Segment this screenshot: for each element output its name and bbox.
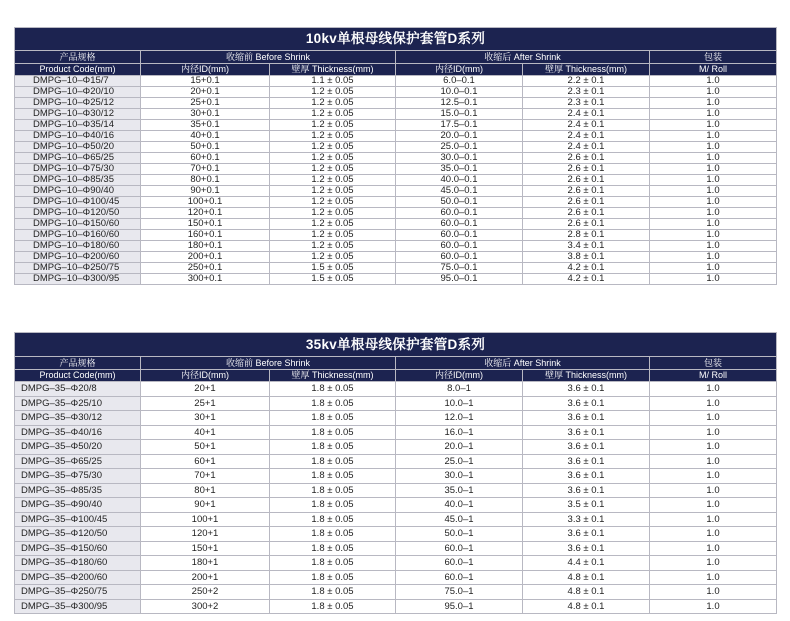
product-code-cell: DMPG–35–Φ120/50 — [15, 527, 141, 542]
after-id-cell: 10.0–1 — [396, 396, 523, 411]
before-thickness-cell: 1.5 ± 0.05 — [270, 263, 396, 274]
product-code-cell: DMPG–10–Φ35/14 — [15, 120, 141, 131]
after-thickness-cell: 3.6 ± 0.1 — [523, 425, 650, 440]
product-code-cell: DMPG–10–Φ250/75 — [15, 263, 141, 274]
after-thickness-cell: 2.8 ± 0.1 — [523, 230, 650, 241]
table-row — [15, 175, 777, 186]
packing-cell: 1.0 — [650, 197, 777, 208]
before-thickness-cell: 1.8 ± 0.05 — [270, 556, 396, 571]
packing-cell: 1.0 — [650, 541, 777, 556]
table-row — [15, 440, 777, 455]
table-row — [15, 197, 777, 208]
after-thickness-cell: 3.6 ± 0.1 — [523, 469, 650, 484]
packing-cell: 1.0 — [650, 396, 777, 411]
after-id-cell: 60.0–1 — [396, 556, 523, 571]
after-id-cell: 16.0–1 — [396, 425, 523, 440]
table-row — [15, 87, 777, 98]
product-code-cell: DMPG–10–Φ20/10 — [15, 87, 141, 98]
before-thickness-cell: 1.2 ± 0.05 — [270, 241, 396, 252]
packing-cell: 1.0 — [650, 175, 777, 186]
packing-cell: 1.0 — [650, 164, 777, 175]
after-thickness-cell: 3.6 ± 0.1 — [523, 396, 650, 411]
before-thickness-header: 壁厚 Thickness(mm) — [270, 370, 396, 382]
packing-header-en: M/ Roll — [650, 370, 777, 382]
before-id-cell: 120+0.1 — [141, 208, 270, 219]
before-thickness-cell: 1.8 ± 0.05 — [270, 585, 396, 600]
packing-cell: 1.0 — [650, 483, 777, 498]
product-code-cell: DMPG–35–Φ200/60 — [15, 570, 141, 585]
after-id-cell: 25.0–1 — [396, 454, 523, 469]
after-id-cell: 60.0–0.1 — [396, 219, 523, 230]
after-thickness-cell: 2.4 ± 0.1 — [523, 120, 650, 131]
before-thickness-cell: 1.8 ± 0.05 — [270, 382, 396, 397]
packing-cell: 1.0 — [650, 274, 777, 285]
table-row — [15, 153, 777, 164]
after-thickness-cell: 3.4 ± 0.1 — [523, 241, 650, 252]
before-thickness-cell: 1.8 ± 0.05 — [270, 396, 396, 411]
table-row — [15, 219, 777, 230]
packing-cell: 1.0 — [650, 109, 777, 120]
before-thickness-cell: 1.2 ± 0.05 — [270, 142, 396, 153]
packing-cell: 1.0 — [650, 142, 777, 153]
packing-cell: 1.0 — [650, 440, 777, 455]
before-thickness-cell: 1.2 ± 0.05 — [270, 120, 396, 131]
product-code-cell: DMPG–10–Φ40/16 — [15, 131, 141, 142]
packing-cell: 1.0 — [650, 469, 777, 484]
product-code-cell: DMPG–35–Φ90/40 — [15, 498, 141, 513]
before-id-header: 内径ID(mm) — [141, 370, 270, 382]
before-thickness-cell: 1.2 ± 0.05 — [270, 252, 396, 263]
table-row — [15, 425, 777, 440]
after-id-cell: 40.0–1 — [396, 498, 523, 513]
product-code-cell: DMPG–35–Φ50/20 — [15, 440, 141, 455]
packing-cell: 1.0 — [650, 556, 777, 571]
packing-cell: 1.0 — [650, 98, 777, 109]
table-row — [15, 274, 777, 285]
packing-header-cn: 包装 — [650, 357, 777, 370]
after-id-cell: 45.0–0.1 — [396, 186, 523, 197]
before-id-cell: 25+0.1 — [141, 98, 270, 109]
product-code-cell: DMPG–10–Φ65/25 — [15, 153, 141, 164]
product-code-cell: DMPG–10–Φ180/60 — [15, 241, 141, 252]
table-row — [15, 570, 777, 585]
before-thickness-cell: 1.2 ± 0.05 — [270, 208, 396, 219]
after-thickness-cell: 3.6 ± 0.1 — [523, 411, 650, 426]
after-id-cell: 40.0–0.1 — [396, 175, 523, 186]
packing-cell: 1.0 — [650, 382, 777, 397]
packing-cell: 1.0 — [650, 585, 777, 600]
after-thickness-cell: 4.8 ± 0.1 — [523, 570, 650, 585]
table-row — [15, 76, 777, 87]
packing-cell: 1.0 — [650, 219, 777, 230]
after-thickness-cell: 2.6 ± 0.1 — [523, 164, 650, 175]
packing-cell: 1.0 — [650, 411, 777, 426]
after-thickness-cell: 2.6 ± 0.1 — [523, 208, 650, 219]
after-id-cell: 50.0–0.1 — [396, 197, 523, 208]
before-id-cell: 35+0.1 — [141, 120, 270, 131]
before-thickness-cell: 1.8 ± 0.05 — [270, 454, 396, 469]
product-code-cell: DMPG–10–Φ200/60 — [15, 252, 141, 263]
table-row — [15, 164, 777, 175]
packing-cell: 1.0 — [650, 241, 777, 252]
product-code-cell: DMPG–10–Φ75/30 — [15, 164, 141, 175]
product-code-cell: DMPG–35–Φ40/16 — [15, 425, 141, 440]
before-thickness-cell: 1.8 ± 0.05 — [270, 411, 396, 426]
before-id-cell: 70+0.1 — [141, 164, 270, 175]
before-thickness-cell: 1.2 ± 0.05 — [270, 186, 396, 197]
before-id-cell: 20+1 — [141, 382, 270, 397]
before-id-cell: 180+0.1 — [141, 241, 270, 252]
after-id-cell: 10.0–0.1 — [396, 87, 523, 98]
after-thickness-cell: 3.8 ± 0.1 — [523, 252, 650, 263]
product-code-cell: DMPG–10–Φ100/45 — [15, 197, 141, 208]
after-thickness-cell: 4.2 ± 0.1 — [523, 263, 650, 274]
before-id-cell: 15+0.1 — [141, 76, 270, 87]
before-id-cell: 150+1 — [141, 541, 270, 556]
packing-cell: 1.0 — [650, 263, 777, 274]
before-thickness-cell: 1.2 ± 0.05 — [270, 230, 396, 241]
after-id-cell: 17.5–0.1 — [396, 120, 523, 131]
before-id-cell: 100+0.1 — [141, 197, 270, 208]
packing-header-en: M/ Roll — [650, 64, 777, 76]
after-thickness-cell: 2.3 ± 0.1 — [523, 98, 650, 109]
after-id-cell: 60.0–0.1 — [396, 230, 523, 241]
product-code-cell: DMPG–10–Φ85/35 — [15, 175, 141, 186]
before-thickness-cell: 1.8 ± 0.05 — [270, 483, 396, 498]
before-id-cell: 90+1 — [141, 498, 270, 513]
before-id-header: 内径ID(mm) — [141, 64, 270, 76]
product-code-header-cn: 产品规格 — [15, 51, 141, 64]
before-thickness-cell: 1.8 ± 0.05 — [270, 570, 396, 585]
table-row — [15, 120, 777, 131]
product-code-cell: DMPG–35–Φ25/10 — [15, 396, 141, 411]
before-shrink-header: 收缩前 Before Shrink — [141, 357, 396, 370]
after-id-cell: 35.0–0.1 — [396, 164, 523, 175]
before-id-cell: 30+1 — [141, 411, 270, 426]
table-row — [15, 131, 777, 142]
product-code-cell: DMPG–35–Φ180/60 — [15, 556, 141, 571]
packing-cell: 1.0 — [650, 454, 777, 469]
before-thickness-cell: 1.1 ± 0.05 — [270, 76, 396, 87]
after-id-cell: 60.0–1 — [396, 541, 523, 556]
product-code-cell: DMPG–10–Φ15/7 — [15, 76, 141, 87]
before-id-cell: 300+0.1 — [141, 274, 270, 285]
table-row — [15, 98, 777, 109]
before-id-cell: 80+0.1 — [141, 175, 270, 186]
before-shrink-header: 收缩前 Before Shrink — [141, 51, 396, 64]
after-id-header: 内径ID(mm) — [396, 370, 523, 382]
before-thickness-cell: 1.2 ± 0.05 — [270, 153, 396, 164]
table-row — [15, 585, 777, 600]
table-row — [15, 241, 777, 252]
product-code-cell: DMPG–35–Φ65/25 — [15, 454, 141, 469]
packing-cell: 1.0 — [650, 570, 777, 585]
before-thickness-cell: 1.8 ± 0.05 — [270, 599, 396, 614]
product-code-cell: DMPG–10–Φ150/60 — [15, 219, 141, 230]
after-id-header: 内径ID(mm) — [396, 64, 523, 76]
packing-cell: 1.0 — [650, 512, 777, 527]
before-id-cell: 90+0.1 — [141, 186, 270, 197]
before-thickness-cell: 1.2 ± 0.05 — [270, 87, 396, 98]
before-thickness-cell: 1.8 ± 0.05 — [270, 527, 396, 542]
after-thickness-cell: 3.3 ± 0.1 — [523, 512, 650, 527]
after-thickness-cell: 2.2 ± 0.1 — [523, 76, 650, 87]
table-row — [15, 483, 777, 498]
after-id-cell: 25.0–0.1 — [396, 142, 523, 153]
product-code-header-cn: 产品规格 — [15, 357, 141, 370]
table-row — [15, 556, 777, 571]
after-id-cell: 12.5–0.1 — [396, 98, 523, 109]
before-id-cell: 70+1 — [141, 469, 270, 484]
before-id-cell: 80+1 — [141, 483, 270, 498]
spec-table-35kv — [14, 332, 777, 614]
after-id-cell: 75.0–0.1 — [396, 263, 523, 274]
after-id-cell: 12.0–1 — [396, 411, 523, 426]
after-thickness-cell: 2.4 ± 0.1 — [523, 142, 650, 153]
after-thickness-cell: 2.4 ± 0.1 — [523, 131, 650, 142]
after-id-cell: 60.0–0.1 — [396, 252, 523, 263]
after-thickness-header: 壁厚 Thickness(mm) — [523, 370, 650, 382]
before-thickness-cell: 1.8 ± 0.05 — [270, 469, 396, 484]
after-id-cell: 60.0–0.1 — [396, 208, 523, 219]
after-thickness-cell: 4.2 ± 0.1 — [523, 274, 650, 285]
after-thickness-cell: 4.8 ± 0.1 — [523, 585, 650, 600]
product-code-cell: DMPG–35–Φ250/75 — [15, 585, 141, 600]
table-row — [15, 109, 777, 120]
packing-cell: 1.0 — [650, 230, 777, 241]
product-code-cell: DMPG–10–Φ50/20 — [15, 142, 141, 153]
before-id-cell: 150+0.1 — [141, 219, 270, 230]
before-id-cell: 50+1 — [141, 440, 270, 455]
product-code-cell: DMPG–10–Φ160/60 — [15, 230, 141, 241]
spec-table-10kv — [14, 27, 777, 285]
table-row — [15, 382, 777, 397]
after-thickness-cell: 3.5 ± 0.1 — [523, 498, 650, 513]
product-code-cell: DMPG–35–Φ100/45 — [15, 512, 141, 527]
packing-cell: 1.0 — [650, 425, 777, 440]
after-id-cell: 30.0–1 — [396, 469, 523, 484]
after-id-cell: 6.0–0.1 — [396, 76, 523, 87]
before-thickness-cell: 1.2 ± 0.05 — [270, 109, 396, 120]
after-thickness-cell: 3.6 ± 0.1 — [523, 382, 650, 397]
after-id-cell: 95.0–0.1 — [396, 274, 523, 285]
after-thickness-cell: 3.6 ± 0.1 — [523, 483, 650, 498]
after-shrink-header: 收缩后 After Shrink — [396, 357, 650, 370]
before-id-cell: 120+1 — [141, 527, 270, 542]
before-id-cell: 300+2 — [141, 599, 270, 614]
packing-cell: 1.0 — [650, 599, 777, 614]
table-row — [15, 208, 777, 219]
after-id-cell: 75.0–1 — [396, 585, 523, 600]
after-thickness-cell: 3.6 ± 0.1 — [523, 454, 650, 469]
before-thickness-cell: 1.2 ± 0.05 — [270, 219, 396, 230]
product-code-cell: DMPG–10–Φ300/95 — [15, 274, 141, 285]
after-id-cell: 15.0–0.1 — [396, 109, 523, 120]
after-id-cell: 50.0–1 — [396, 527, 523, 542]
before-id-cell: 40+1 — [141, 425, 270, 440]
product-code-cell: DMPG–35–Φ300/95 — [15, 599, 141, 614]
packing-cell: 1.0 — [650, 87, 777, 98]
after-id-cell: 60.0–1 — [396, 570, 523, 585]
before-id-cell: 180+1 — [141, 556, 270, 571]
table-title: 35kv单根母线保护套管D系列 — [15, 333, 777, 357]
packing-cell: 1.0 — [650, 252, 777, 263]
table-row — [15, 252, 777, 263]
after-thickness-header: 壁厚 Thickness(mm) — [523, 64, 650, 76]
before-id-cell: 40+0.1 — [141, 131, 270, 142]
before-id-cell: 250+2 — [141, 585, 270, 600]
after-id-cell: 30.0–0.1 — [396, 153, 523, 164]
table-row — [15, 527, 777, 542]
product-code-cell: DMPG–35–Φ150/60 — [15, 541, 141, 556]
product-code-cell: DMPG–35–Φ20/8 — [15, 382, 141, 397]
before-id-cell: 250+0.1 — [141, 263, 270, 274]
after-thickness-cell: 2.3 ± 0.1 — [523, 87, 650, 98]
product-code-header-en: Product Code(mm) — [15, 64, 141, 76]
product-code-cell: DMPG–35–Φ85/35 — [15, 483, 141, 498]
before-id-cell: 60+1 — [141, 454, 270, 469]
after-thickness-cell: 2.4 ± 0.1 — [523, 109, 650, 120]
packing-cell: 1.0 — [650, 120, 777, 131]
table-row — [15, 411, 777, 426]
before-id-cell: 20+0.1 — [141, 87, 270, 98]
product-code-cell: DMPG–10–Φ30/12 — [15, 109, 141, 120]
before-thickness-cell: 1.2 ± 0.05 — [270, 98, 396, 109]
before-id-cell: 160+0.1 — [141, 230, 270, 241]
before-thickness-cell: 1.2 ± 0.05 — [270, 131, 396, 142]
packing-header-cn: 包装 — [650, 51, 777, 64]
product-code-cell: DMPG–10–Φ90/40 — [15, 186, 141, 197]
table-row — [15, 512, 777, 527]
after-id-cell: 35.0–1 — [396, 483, 523, 498]
before-thickness-cell: 1.8 ± 0.05 — [270, 498, 396, 513]
table-row — [15, 469, 777, 484]
before-id-cell: 60+0.1 — [141, 153, 270, 164]
after-thickness-cell: 2.6 ± 0.1 — [523, 153, 650, 164]
after-id-cell: 45.0–1 — [396, 512, 523, 527]
before-thickness-cell: 1.8 ± 0.05 — [270, 425, 396, 440]
table-title: 10kv单根母线保护套管D系列 — [15, 28, 777, 51]
after-shrink-header: 收缩后 After Shrink — [396, 51, 650, 64]
product-code-cell: DMPG–35–Φ30/12 — [15, 411, 141, 426]
after-thickness-cell: 4.4 ± 0.1 — [523, 556, 650, 571]
before-thickness-cell: 1.8 ± 0.05 — [270, 541, 396, 556]
table-row — [15, 498, 777, 513]
table-row — [15, 396, 777, 411]
product-code-cell: DMPG–10–Φ25/12 — [15, 98, 141, 109]
before-thickness-cell: 1.2 ± 0.05 — [270, 197, 396, 208]
after-id-cell: 95.0–1 — [396, 599, 523, 614]
before-thickness-cell: 1.2 ± 0.05 — [270, 164, 396, 175]
before-id-cell: 200+1 — [141, 570, 270, 585]
packing-cell: 1.0 — [650, 186, 777, 197]
after-thickness-cell: 3.6 ± 0.1 — [523, 541, 650, 556]
before-id-cell: 50+0.1 — [141, 142, 270, 153]
table-row — [15, 454, 777, 469]
before-id-cell: 200+0.1 — [141, 252, 270, 263]
table-row — [15, 186, 777, 197]
after-thickness-cell: 2.6 ± 0.1 — [523, 197, 650, 208]
packing-cell: 1.0 — [650, 76, 777, 87]
packing-cell: 1.0 — [650, 527, 777, 542]
table-row — [15, 263, 777, 274]
after-thickness-cell: 3.6 ± 0.1 — [523, 440, 650, 455]
table-row — [15, 142, 777, 153]
product-code-cell: DMPG–10–Φ120/50 — [15, 208, 141, 219]
before-thickness-cell: 1.8 ± 0.05 — [270, 440, 396, 455]
before-id-cell: 30+0.1 — [141, 109, 270, 120]
table-row — [15, 230, 777, 241]
after-id-cell: 20.0–0.1 — [396, 131, 523, 142]
table-row — [15, 541, 777, 556]
packing-cell: 1.0 — [650, 131, 777, 142]
packing-cell: 1.0 — [650, 153, 777, 164]
before-thickness-cell: 1.2 ± 0.05 — [270, 175, 396, 186]
after-thickness-cell: 4.8 ± 0.1 — [523, 599, 650, 614]
table-row — [15, 599, 777, 614]
after-thickness-cell: 2.6 ± 0.1 — [523, 219, 650, 230]
before-id-cell: 25+1 — [141, 396, 270, 411]
packing-cell: 1.0 — [650, 208, 777, 219]
after-thickness-cell: 2.6 ± 0.1 — [523, 186, 650, 197]
packing-cell: 1.0 — [650, 498, 777, 513]
before-thickness-cell: 1.5 ± 0.05 — [270, 274, 396, 285]
after-thickness-cell: 2.6 ± 0.1 — [523, 175, 650, 186]
after-id-cell: 20.0–1 — [396, 440, 523, 455]
before-thickness-cell: 1.8 ± 0.05 — [270, 512, 396, 527]
after-thickness-cell: 3.6 ± 0.1 — [523, 527, 650, 542]
product-code-header-en: Product Code(mm) — [15, 370, 141, 382]
before-id-cell: 100+1 — [141, 512, 270, 527]
after-id-cell: 8.0–1 — [396, 382, 523, 397]
product-code-cell: DMPG–35–Φ75/30 — [15, 469, 141, 484]
before-thickness-header: 壁厚 Thickness(mm) — [270, 64, 396, 76]
after-id-cell: 60.0–0.1 — [396, 241, 523, 252]
